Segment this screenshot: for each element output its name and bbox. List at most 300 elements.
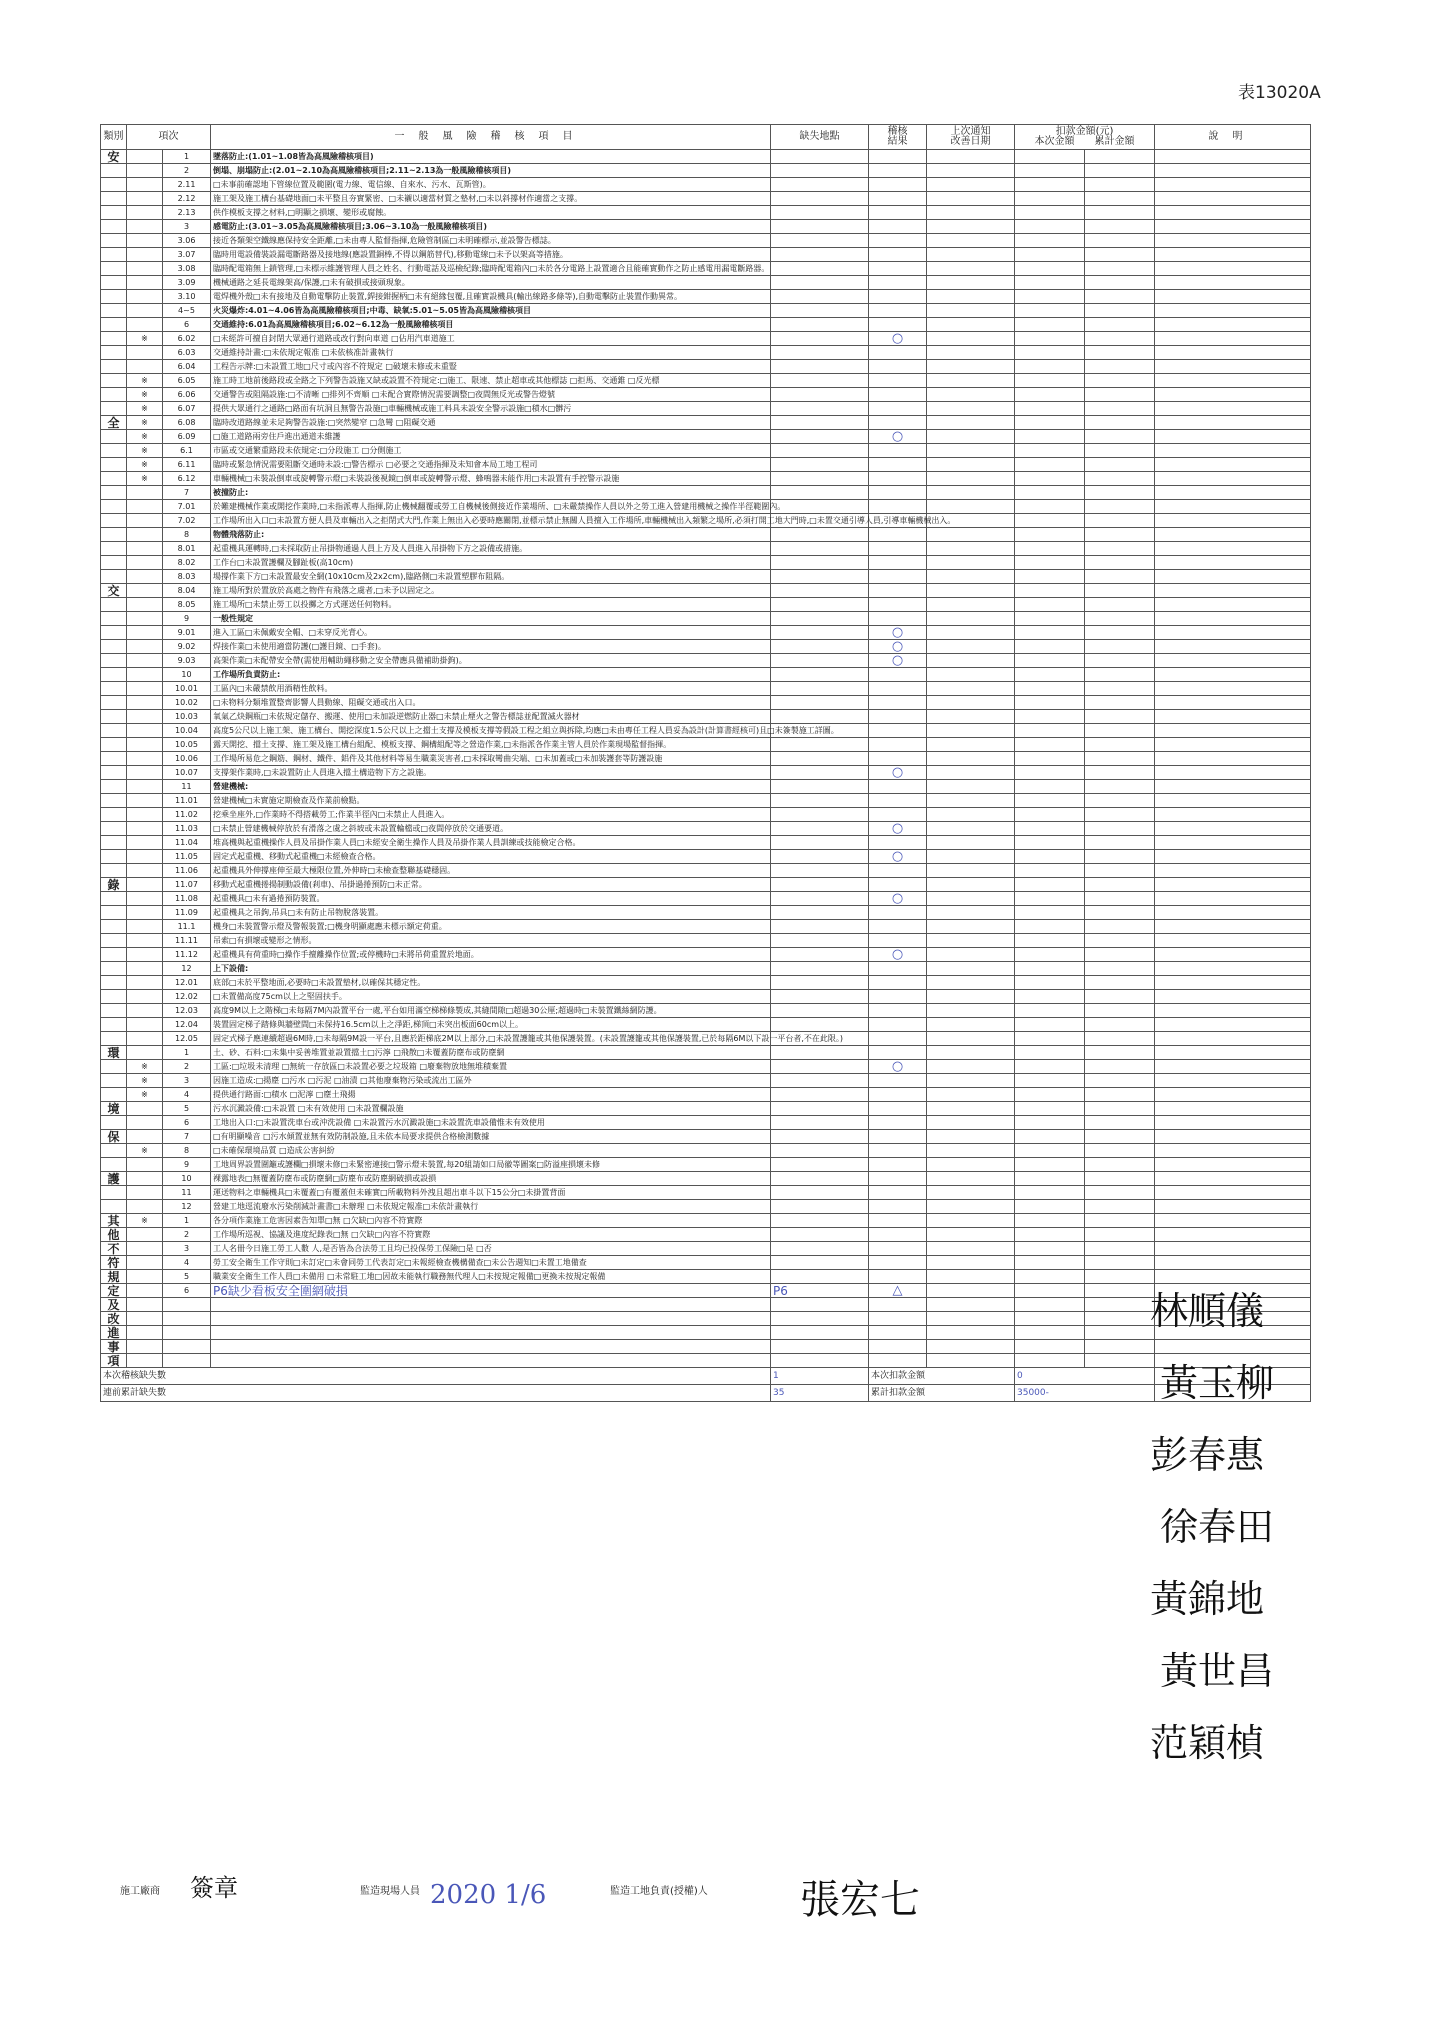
row-cum-amount — [1085, 514, 1155, 528]
row-star — [127, 346, 163, 360]
row-cum-amount — [1085, 1144, 1155, 1158]
table-row — [101, 668, 1311, 682]
row-this-amount — [1015, 738, 1085, 752]
table-row — [101, 1060, 1311, 1074]
row-category — [101, 906, 127, 920]
row-location — [771, 1186, 869, 1200]
row-location — [771, 570, 869, 584]
row-category — [101, 206, 127, 220]
remark-signature: 黃錦地 — [1150, 1577, 1265, 1621]
row-result — [869, 542, 927, 556]
row-text: 堆高機與起重機操作人員及吊掛作業人員□未經安全衛生操作人員及吊掛作業人員訓練或技能檢定合格。 — [211, 836, 771, 850]
row-result: ○ — [869, 640, 927, 654]
row-location — [771, 906, 869, 920]
row-remarks — [1155, 1018, 1311, 1032]
row-cum-amount — [1085, 332, 1155, 346]
table-row — [101, 976, 1311, 990]
row-number: 12 — [163, 962, 211, 976]
row-text: 工程告示牌:□未設置工地□尺寸或內容不符規定 □破壞未修或未重豎 — [211, 360, 771, 374]
row-result — [869, 794, 927, 808]
row-text: 接近各類架空鐵線應保持安全距離,□未由專人監督指揮,危險管制區□未明確標示,並設警告標誌。 — [211, 234, 771, 248]
row-this-amount — [1015, 626, 1085, 640]
row-improve-date — [927, 1200, 1015, 1214]
row-cum-amount — [1085, 598, 1155, 612]
row-star — [127, 192, 163, 206]
row-cum-amount — [1085, 682, 1155, 696]
row-star — [127, 500, 163, 514]
row-location — [771, 1074, 869, 1088]
row-result — [869, 206, 927, 220]
row-result: ○ — [869, 654, 927, 668]
row-result — [869, 1186, 927, 1200]
table-row — [101, 654, 1311, 668]
table-row — [101, 1200, 1311, 1214]
row-cum-amount — [1085, 1158, 1155, 1172]
row-star — [127, 262, 163, 276]
row-category — [101, 542, 127, 556]
row-cum-amount — [1085, 1130, 1155, 1144]
table-row — [101, 402, 1311, 416]
row-text: 車輛機械□未裝設倒車或旋轉警示燈□未裝設後視鏡□倒車或旋轉警示燈、蜂鳴器未能作用□未設置有手控警示設施 — [211, 472, 771, 486]
row-text: 營建機械□未實施定期檢查及作業前檢點。 — [211, 794, 771, 808]
row-star — [127, 1242, 163, 1256]
row-category — [101, 752, 127, 766]
row-remarks — [1155, 248, 1311, 262]
row-text: □未物料分類堆置整齊影響人員動線、阻礙交通或出入口。 — [211, 696, 771, 710]
row-star — [127, 738, 163, 752]
manager-signature: 張宏七 — [800, 1877, 920, 1923]
row-text: 一般性規定 — [211, 612, 771, 626]
row-location — [771, 220, 869, 234]
row-this-amount — [1015, 1214, 1085, 1228]
row-improve-date — [927, 696, 1015, 710]
row-star — [127, 234, 163, 248]
row-number: 7 — [163, 1130, 211, 1144]
row-remarks — [1155, 584, 1311, 598]
row-improve-date — [927, 752, 1015, 766]
row-cum-amount — [1085, 780, 1155, 794]
table-row — [101, 1116, 1311, 1130]
row-this-amount — [1015, 1172, 1085, 1186]
row-improve-date — [927, 836, 1015, 850]
table-row — [101, 892, 1311, 906]
row-result — [869, 612, 927, 626]
row-this-amount — [1015, 724, 1085, 738]
row-number: 10.06 — [163, 752, 211, 766]
row-star: ※ — [127, 1060, 163, 1074]
row-cum-amount — [1085, 1214, 1155, 1228]
row-location — [771, 612, 869, 626]
row-location — [771, 318, 869, 332]
row-remarks — [1155, 206, 1311, 220]
row-location — [771, 780, 869, 794]
row-star — [127, 710, 163, 724]
row-remarks — [1155, 1158, 1311, 1172]
table-row — [101, 374, 1311, 388]
row-location — [771, 332, 869, 346]
row-category — [101, 346, 127, 360]
row-location — [771, 1270, 869, 1284]
row-text: 營建機械: — [211, 780, 771, 794]
row-this-amount — [1015, 556, 1085, 570]
row-number: 11.06 — [163, 864, 211, 878]
row-improve-date — [927, 430, 1015, 444]
row-cum-amount — [1085, 1032, 1155, 1046]
row-number: 2 — [163, 1060, 211, 1074]
row-number: 11.1 — [163, 920, 211, 934]
row-location — [771, 1144, 869, 1158]
header-last-notice — [927, 125, 1015, 150]
row-this-amount — [1015, 794, 1085, 808]
row-location — [771, 766, 869, 780]
row-category — [101, 472, 127, 486]
row-this-amount — [1015, 1242, 1085, 1256]
row-cum-amount — [1085, 360, 1155, 374]
row-result — [869, 374, 927, 388]
row-text: 污水沉澱設備:□未設置 □未有效使用 □未設置欄設施 — [211, 1102, 771, 1116]
row-this-amount — [1015, 220, 1085, 234]
table-row — [101, 262, 1311, 276]
totals-row-1 — [101, 1368, 1311, 1385]
row-number — [163, 1340, 211, 1354]
row-this-amount — [1015, 486, 1085, 500]
supervisor-label: 監造現場人員 — [360, 1886, 420, 1897]
row-location — [771, 444, 869, 458]
row-result — [869, 1018, 927, 1032]
row-number: 9.03 — [163, 654, 211, 668]
row-number: 6 — [163, 1284, 211, 1298]
row-remarks — [1155, 1256, 1311, 1270]
row-result — [869, 738, 927, 752]
table-row — [101, 150, 1311, 164]
row-category: 改 — [101, 1312, 127, 1326]
row-category: 交 — [101, 584, 127, 598]
row-star: ※ — [127, 388, 163, 402]
table-row — [101, 878, 1311, 892]
row-text: 場撐作業下方□未設置最安全網(10x10cm及2x2cm),臨路側□未設置塑膠布阻隔。 — [211, 570, 771, 584]
row-remarks — [1155, 1144, 1311, 1158]
row-star — [127, 1018, 163, 1032]
row-category — [101, 654, 127, 668]
row-star — [127, 640, 163, 654]
row-cum-amount — [1085, 724, 1155, 738]
row-remarks — [1155, 500, 1311, 514]
row-category — [101, 1116, 127, 1130]
row-location — [771, 892, 869, 906]
row-result — [869, 752, 927, 766]
row-category — [101, 360, 127, 374]
row-improve-date — [927, 444, 1015, 458]
row-star — [127, 696, 163, 710]
row-this-amount — [1015, 318, 1085, 332]
row-remarks — [1155, 1102, 1311, 1116]
row-remarks — [1155, 822, 1311, 836]
row-number: 6.1 — [163, 444, 211, 458]
header-cum-amount: 累計金額 — [1094, 136, 1135, 147]
row-remarks — [1155, 416, 1311, 430]
row-improve-date — [927, 794, 1015, 808]
row-cum-amount — [1085, 262, 1155, 276]
row-improve-date — [927, 668, 1015, 682]
row-category — [101, 276, 127, 290]
row-result — [869, 150, 927, 164]
table-row — [101, 430, 1311, 444]
row-this-amount — [1015, 920, 1085, 934]
row-star — [127, 1102, 163, 1116]
row-location — [771, 542, 869, 556]
row-category — [101, 1144, 127, 1158]
row-improve-date — [927, 1298, 1015, 1312]
row-improve-date — [927, 1270, 1015, 1284]
row-category: 保 — [101, 1130, 127, 1144]
row-star — [127, 304, 163, 318]
row-this-amount — [1015, 570, 1085, 584]
row-cum-amount — [1085, 542, 1155, 556]
row-result — [869, 388, 927, 402]
row-location — [771, 430, 869, 444]
row-category: 及 — [101, 1298, 127, 1312]
row-remarks — [1155, 304, 1311, 318]
row-category — [101, 794, 127, 808]
row-location — [771, 598, 869, 612]
row-number: 7.01 — [163, 500, 211, 514]
row-star — [127, 570, 163, 584]
cum-deduct-value: 35000- — [1015, 1385, 1155, 1402]
row-text: 工作台□未設置護欄及腳趾板(高10cm) — [211, 556, 771, 570]
row-cum-amount — [1085, 1326, 1155, 1340]
row-improve-date — [927, 1214, 1015, 1228]
row-category — [101, 444, 127, 458]
row-number: 9.02 — [163, 640, 211, 654]
row-text: 工作場所易危之鋼筋、鋼材、鐵件、鋁件及其他材料等易生職業災害者,□未採取彎曲尖端、□未加蓋或□未加裝護套等防護設施 — [211, 752, 771, 766]
row-number: 12 — [163, 1200, 211, 1214]
row-location — [771, 248, 869, 262]
row-remarks — [1155, 682, 1311, 696]
row-text: 施工時工地前後路段或全路之下列警告設施又缺或設置不符規定:□施工、限速、禁止超車或其他標誌 □拒馬、交通錐 □反光標 — [211, 374, 771, 388]
row-number: 1 — [163, 1046, 211, 1060]
row-result — [869, 1340, 927, 1354]
row-improve-date — [927, 808, 1015, 822]
audit-table — [100, 124, 1311, 1402]
row-cum-amount — [1085, 290, 1155, 304]
row-improve-date — [927, 1144, 1015, 1158]
row-result — [869, 262, 927, 276]
row-text: 工地周界設置圍籬或護欄□損壞未修□未緊密連接□警示燈未裝置,每20組請如口局徽等圖案□防溢座損壞未修 — [211, 1158, 771, 1172]
row-location — [771, 486, 869, 500]
row-number: 10.07 — [163, 766, 211, 780]
row-remarks — [1155, 570, 1311, 584]
row-number: 10 — [163, 1172, 211, 1186]
row-location — [771, 822, 869, 836]
row-result — [869, 1354, 927, 1368]
row-this-amount — [1015, 976, 1085, 990]
row-number: 6.04 — [163, 360, 211, 374]
row-location — [771, 738, 869, 752]
row-remarks — [1155, 934, 1311, 948]
row-result — [869, 458, 927, 472]
row-location — [771, 234, 869, 248]
row-star — [127, 1228, 163, 1242]
table-row — [101, 1102, 1311, 1116]
row-improve-date — [927, 1354, 1015, 1368]
row-this-amount — [1015, 430, 1085, 444]
table-row — [101, 1046, 1311, 1060]
contractor-label: 施工廠商 — [120, 1886, 160, 1897]
row-text: 交通警告或阻隔設施:□不清晰 □排列不齊順 □未配合實際情況需要調整□夜間無反光或警告燈號 — [211, 388, 771, 402]
row-category — [101, 808, 127, 822]
row-star — [127, 1284, 163, 1298]
row-number: 2.13 — [163, 206, 211, 220]
row-text: 焊接作業□未使用適當防護(□護目鏡、□手套)。 — [211, 640, 771, 654]
table-row — [101, 1256, 1311, 1270]
row-this-amount — [1015, 1270, 1085, 1284]
row-result — [869, 192, 927, 206]
row-remarks — [1155, 1074, 1311, 1088]
row-remarks — [1155, 696, 1311, 710]
row-category — [101, 976, 127, 990]
row-cum-amount — [1085, 430, 1155, 444]
row-improve-date — [927, 1060, 1015, 1074]
row-this-amount — [1015, 934, 1085, 948]
row-result — [869, 1102, 927, 1116]
row-location — [771, 850, 869, 864]
table-row — [101, 388, 1311, 402]
row-number: 9.01 — [163, 626, 211, 640]
row-remarks — [1155, 836, 1311, 850]
row-remarks — [1155, 458, 1311, 472]
row-location — [771, 360, 869, 374]
row-category — [101, 696, 127, 710]
row-result — [869, 1046, 927, 1060]
row-number: 6.11 — [163, 458, 211, 472]
row-remarks — [1155, 360, 1311, 374]
row-remarks — [1155, 920, 1311, 934]
row-this-amount — [1015, 150, 1085, 164]
row-cum-amount — [1085, 1312, 1155, 1326]
table-row — [101, 500, 1311, 514]
row-category — [101, 388, 127, 402]
row-text: 起重機具有荷重時□操作手擅離操作位置;或停機時□未將吊荷重置於地面。 — [211, 948, 771, 962]
table-row — [101, 1186, 1311, 1200]
row-improve-date — [927, 262, 1015, 276]
row-star — [127, 976, 163, 990]
row-result — [869, 836, 927, 850]
row-remarks — [1155, 430, 1311, 444]
row-star — [127, 1130, 163, 1144]
table-row — [101, 1088, 1311, 1102]
row-improve-date — [927, 332, 1015, 346]
row-improve-date — [927, 570, 1015, 584]
table-row — [101, 1354, 1311, 1368]
row-text: 施工架及施工構台基礎地面□未平整且夯實緊密、□未襯以適當材質之墊材,□未以斜撐材作適當之支撐。 — [211, 192, 771, 206]
row-number: 3.10 — [163, 290, 211, 304]
row-category — [101, 822, 127, 836]
table-row — [101, 514, 1311, 528]
row-number: 6 — [163, 318, 211, 332]
row-number: 8.02 — [163, 556, 211, 570]
cum-missing-label: 連前累計缺失數 — [101, 1385, 771, 1402]
table-row — [101, 1144, 1311, 1158]
row-remarks — [1155, 598, 1311, 612]
row-cum-amount — [1085, 948, 1155, 962]
table-row — [101, 206, 1311, 220]
row-number: 11 — [163, 1186, 211, 1200]
row-location — [771, 710, 869, 724]
row-star — [127, 276, 163, 290]
row-location — [771, 528, 869, 542]
row-improve-date — [927, 206, 1015, 220]
row-cum-amount — [1085, 836, 1155, 850]
row-remarks — [1155, 528, 1311, 542]
row-cum-amount — [1085, 374, 1155, 388]
row-this-amount — [1015, 332, 1085, 346]
row-star — [127, 528, 163, 542]
row-improve-date — [927, 1242, 1015, 1256]
row-text: 工人名冊今日施工勞工人數 人,是否皆為合法勞工且均已投保勞工保險□是 □否 — [211, 1242, 771, 1256]
row-this-amount — [1015, 178, 1085, 192]
row-text: 土、砂、石料:□未集中妥善堆置並設置擋土□污濘 □飛散□未覆蓋防塵布或防塵網 — [211, 1046, 771, 1060]
this-deduct-value: 0 — [1015, 1368, 1155, 1385]
row-number: 10.02 — [163, 696, 211, 710]
table-row — [101, 248, 1311, 262]
row-result — [869, 472, 927, 486]
row-category — [101, 220, 127, 234]
row-category — [101, 738, 127, 752]
row-text: 移動式起重機捲揚制動設備(剎車)、吊掛過捲預防□未正常。 — [211, 878, 771, 892]
row-improve-date — [927, 1130, 1015, 1144]
row-result — [869, 346, 927, 360]
table-row — [101, 780, 1311, 794]
row-cum-amount — [1085, 388, 1155, 402]
row-number: 6.12 — [163, 472, 211, 486]
row-improve-date — [927, 472, 1015, 486]
row-cum-amount — [1085, 1242, 1155, 1256]
row-category — [101, 458, 127, 472]
row-category: 全 — [101, 416, 127, 430]
row-location — [771, 402, 869, 416]
row-this-amount — [1015, 1312, 1085, 1326]
row-cum-amount — [1085, 850, 1155, 864]
row-text — [211, 1354, 771, 1368]
row-category: 環 — [101, 1046, 127, 1060]
row-this-amount — [1015, 766, 1085, 780]
row-cum-amount — [1085, 1046, 1155, 1060]
row-number: 1 — [163, 1214, 211, 1228]
row-this-amount — [1015, 822, 1085, 836]
row-improve-date — [927, 1312, 1015, 1326]
row-cum-amount — [1085, 738, 1155, 752]
row-location — [771, 1200, 869, 1214]
contractor-signature: 簽章 — [190, 1874, 238, 1902]
row-category — [101, 402, 127, 416]
row-improve-date — [927, 248, 1015, 262]
row-number: 10.04 — [163, 724, 211, 738]
row-star — [127, 1200, 163, 1214]
row-category — [101, 1074, 127, 1088]
table-row — [101, 864, 1311, 878]
row-number: 11.02 — [163, 808, 211, 822]
row-number: 11.12 — [163, 948, 211, 962]
row-result: ○ — [869, 822, 927, 836]
row-category — [101, 850, 127, 864]
row-remarks — [1155, 1242, 1311, 1256]
table-row — [101, 962, 1311, 976]
row-category — [101, 374, 127, 388]
row-cum-amount — [1085, 920, 1155, 934]
row-number: 7 — [163, 486, 211, 500]
row-location — [771, 1228, 869, 1242]
header-audit-result — [869, 125, 927, 150]
